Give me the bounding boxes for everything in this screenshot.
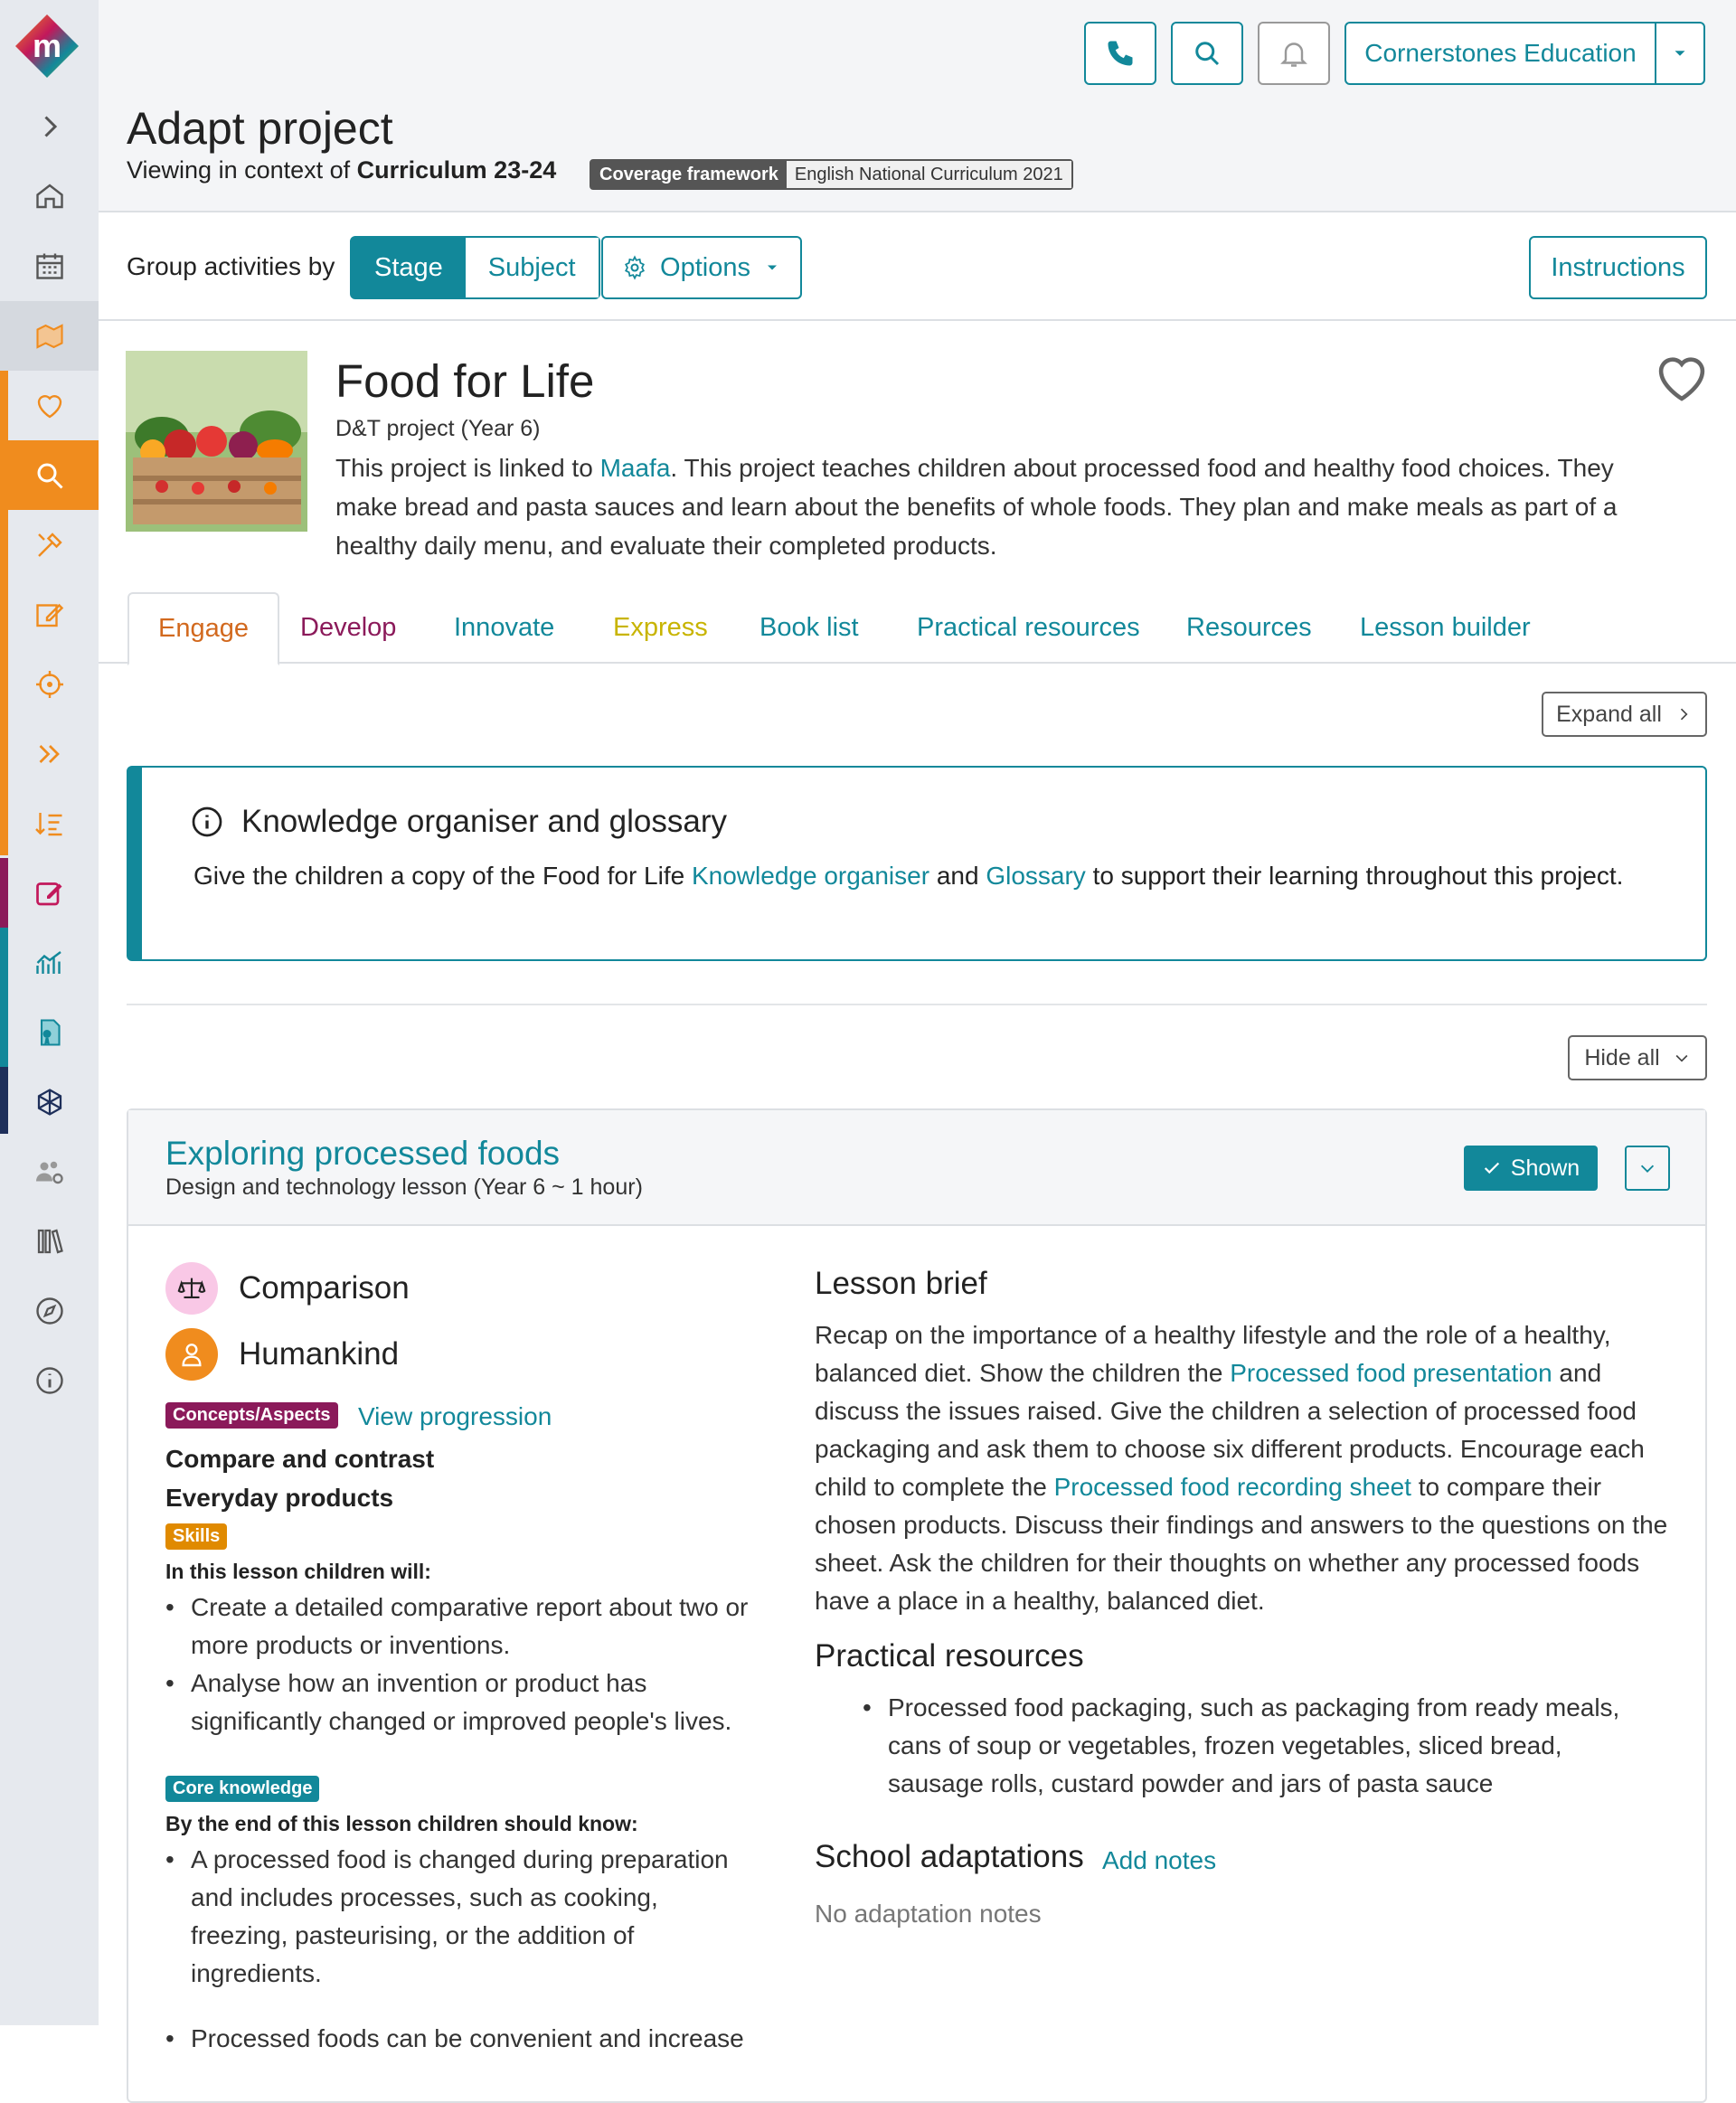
tools-icon[interactable]	[0, 510, 99, 580]
lesson-subtitle: Design and technology lesson (Year 6 ~ 1 hour)	[165, 1174, 643, 1200]
tab-practical-resources[interactable]	[917, 592, 1140, 664]
lesson-title-link[interactable]: Exploring processed foods	[165, 1135, 561, 1172]
check-icon	[1482, 1158, 1502, 1178]
bell-icon	[1278, 37, 1310, 70]
skills-intro: In this lesson children will:	[165, 1560, 431, 1583]
instructions-button[interactable]: Instructions	[1529, 236, 1707, 299]
edit-icon[interactable]	[0, 580, 99, 649]
ko-text: and	[929, 862, 986, 890]
caret-down-icon	[763, 259, 781, 277]
brief-text: Recap on the importance of a healthy lifestyle and the role of a healthy, balanced diet. Show the children the	[815, 1321, 1611, 1387]
search-nav-icon[interactable]	[0, 440, 99, 510]
view-progression-link[interactable]: View progression	[358, 1402, 552, 1430]
tab-label: Express	[613, 613, 708, 642]
aspect-label: Everyday products	[165, 1484, 394, 1512]
tab-resources[interactable]	[1186, 592, 1312, 664]
tab-label: Resources	[1186, 613, 1312, 642]
framework-key: Coverage framework	[591, 161, 787, 188]
core-knowledge-badge: Core knowledge	[165, 1776, 319, 1802]
list-item: • A processed food is changed during preparation and includes processes, such as cooking, freezing, pasteurising, or the addition of ingredients.	[165, 1841, 753, 1993]
top-header	[99, 0, 1736, 212]
no-adaptation-notes: No adaptation notes	[815, 1900, 1042, 1928]
expand-sidebar-icon[interactable]	[0, 91, 99, 161]
users-settings-icon[interactable]	[0, 1136, 99, 1206]
tab-label: Develop	[300, 613, 397, 642]
calendar-icon[interactable]	[0, 231, 99, 300]
analytics-icon[interactable]	[0, 928, 99, 997]
tab-innovate[interactable]	[454, 592, 554, 664]
search-button[interactable]	[1171, 22, 1243, 85]
sort-icon[interactable]	[0, 788, 99, 858]
concept-label: Comparison	[239, 1270, 410, 1306]
knowledge-organiser-box	[127, 766, 1707, 961]
info-icon	[191, 806, 223, 838]
expand-all-label: Expand all	[1556, 701, 1662, 727]
knowledge-title-text: Knowledge organiser and glossary	[241, 804, 727, 839]
list-item: • Processed food packaging, such as packaging from ready meals, cans of soup or vegetables, frozen vegetables, sliced bread, sausage rolls, custard powder and jars of pasta sauce	[863, 1689, 1658, 1803]
project-tabs	[99, 592, 1736, 664]
aspect-label: Compare and contrast	[165, 1445, 435, 1473]
write-icon[interactable]	[0, 858, 99, 928]
options-button[interactable]	[601, 236, 802, 299]
context-prefix: Viewing in context of	[127, 156, 357, 184]
group-toolbar	[99, 214, 1736, 321]
context-value: Curriculum 23-24	[356, 156, 557, 184]
knowledge-text	[193, 862, 1623, 891]
list-item: • Processed foods can be convenient and increase	[165, 2020, 753, 2058]
lesson-card	[127, 1108, 1707, 2103]
skills-badge: Skills	[165, 1523, 227, 1550]
tab-develop[interactable]	[300, 592, 396, 664]
search-icon	[1191, 37, 1223, 70]
concepts-badge: Concepts/Aspects	[165, 1402, 338, 1429]
maafa-link[interactable]: Maafa	[599, 454, 671, 482]
add-notes-link[interactable]: Add notes	[1102, 1846, 1217, 1874]
concept-humankind	[165, 1328, 399, 1381]
map-icon[interactable]	[0, 301, 99, 371]
sidebar-nav	[0, 0, 99, 2025]
desc-text: . This project teaches children about processed food and healthy food choices. They make bread and pasta sauces and learn about the benefits of whole foods. They plan and make meals as part of a healthy daily menu, and evaluate their completed products.	[335, 454, 1618, 560]
brief-text: and discuss the issues raised. Give the children a selection of processed food packaging and ask them to choose six different products. Encourage each child to complete the	[815, 1359, 1645, 1501]
practical-resources-list	[863, 1689, 1658, 1803]
stage-toggle[interactable]: Stage	[352, 238, 466, 297]
tab-label: Engage	[158, 614, 249, 643]
tab-book-list[interactable]	[760, 592, 859, 664]
list-item: • Create a detailed comparative report about two or more products or inventions.	[165, 1589, 753, 1664]
project-description	[335, 448, 1665, 565]
group-toggle	[350, 236, 600, 299]
compass-icon[interactable]	[0, 1276, 99, 1345]
project-title: Food for Life	[335, 355, 595, 407]
context-line	[127, 156, 556, 184]
core-intro: By the end of this lesson children should know:	[165, 1812, 638, 1835]
tab-label: Practical resources	[917, 613, 1140, 642]
framework-value: English National Curriculum 2021	[787, 161, 1071, 188]
concept-comparison	[165, 1262, 410, 1315]
shown-label: Shown	[1510, 1155, 1580, 1181]
lesson-collapse-button[interactable]	[1625, 1146, 1670, 1191]
tab-lesson-builder[interactable]	[1360, 592, 1531, 664]
lesson-brief-text	[815, 1316, 1674, 1620]
shown-toggle-button[interactable]	[1464, 1146, 1598, 1191]
section-divider	[127, 1004, 1707, 1005]
processed-food-presentation-link[interactable]: Processed food presentation	[1230, 1359, 1552, 1387]
library-icon[interactable]	[0, 1206, 99, 1276]
knowledge-title	[191, 804, 727, 840]
desc-text: This project is linked to	[335, 454, 600, 482]
scales-icon	[165, 1262, 218, 1315]
expand-all-button[interactable]	[1542, 692, 1707, 737]
list-item: • Analyse how an invention or product has significantly changed or improved people's lives.	[165, 1664, 753, 1740]
home-icon[interactable]	[0, 161, 99, 231]
group-by-label: Group activities by	[127, 252, 335, 280]
fast-forward-icon[interactable]	[0, 719, 99, 788]
brief-text: to compare their chosen products. Discuss their findings and answers to the questions on the sheet. Ask the children for their thoughts on whether any processed foods have a place in a healthy, balanced diet.	[815, 1473, 1668, 1615]
target-icon[interactable]	[0, 649, 99, 719]
subject-toggle[interactable]: Subject	[466, 238, 599, 297]
core-knowledge-list	[165, 1841, 753, 2058]
lesson-brief-heading: Lesson brief	[815, 1266, 987, 1301]
framework-badge	[590, 159, 1073, 190]
options-label: Options	[660, 252, 750, 282]
tab-label: Lesson builder	[1360, 613, 1531, 642]
phone-button[interactable]	[1084, 22, 1156, 85]
tab-label: Innovate	[454, 613, 555, 642]
lesson-header	[128, 1110, 1705, 1226]
info-nav-icon[interactable]	[0, 1345, 99, 1415]
org-dropdown-button[interactable]	[1655, 22, 1705, 85]
chevron-right-icon	[1675, 705, 1693, 723]
favourite-heart-icon[interactable]	[1654, 353, 1710, 403]
heart-icon[interactable]	[0, 371, 99, 440]
tab-engage[interactable]	[127, 592, 279, 665]
phone-icon	[1104, 37, 1137, 70]
chevron-down-icon	[1673, 1049, 1691, 1067]
practical-resources-heading: Practical resources	[815, 1638, 1084, 1674]
page-title: Adapt project	[127, 103, 393, 154]
network-icon[interactable]	[0, 1067, 99, 1136]
tab-express[interactable]	[613, 592, 708, 664]
tab-label: Book list	[760, 613, 859, 642]
person-icon	[165, 1328, 218, 1381]
ko-text: Give the children a copy of the Food for Life	[193, 862, 692, 890]
concept-label: Humankind	[239, 1336, 400, 1372]
chevron-down-icon	[1637, 1158, 1657, 1178]
ko-text: to support their learning throughout this project.	[1085, 862, 1624, 890]
knowledge-organiser-link[interactable]: Knowledge organiser	[691, 862, 930, 890]
hide-all-button[interactable]	[1568, 1035, 1707, 1080]
skills-list	[165, 1589, 753, 1740]
gear-icon	[622, 255, 647, 280]
caret-down-icon	[1670, 43, 1690, 63]
glossary-link[interactable]: Glossary	[986, 862, 1086, 890]
app-logo[interactable]	[14, 13, 80, 80]
processed-food-recording-sheet-link[interactable]: Processed food recording sheet	[1053, 1473, 1411, 1501]
hide-all-label: Hide all	[1584, 1044, 1660, 1070]
certificate-icon[interactable]	[0, 997, 99, 1067]
project-image	[126, 351, 307, 532]
svg-text:m: m	[32, 27, 62, 64]
project-subtitle: D&T project (Year 6)	[335, 416, 541, 441]
school-adaptations-heading: School adaptations	[815, 1839, 1084, 1874]
notifications-button[interactable]	[1258, 22, 1330, 85]
org-button[interactable]: Cornerstones Education	[1344, 22, 1656, 85]
